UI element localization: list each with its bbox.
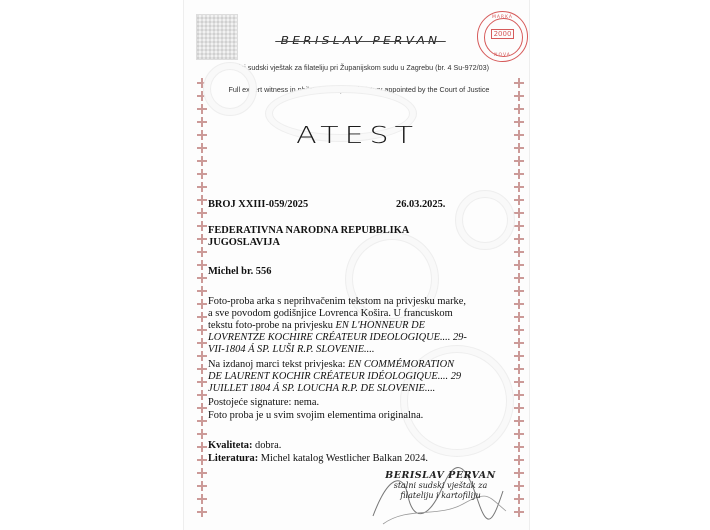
description-line-6-text: Na izdanoj marci tekst privjeska: (208, 359, 348, 370)
border-ornament (197, 260, 207, 270)
border-ornament (197, 442, 207, 452)
seal-year-text: 2000 (491, 29, 515, 39)
border-ornament (197, 273, 207, 283)
description-line-2: a sve povodom godišnjice Lovrenca Košira. U francuskom (208, 308, 453, 319)
border-ornament (514, 182, 524, 192)
border-ornament (197, 299, 207, 309)
border-ornament (197, 377, 207, 387)
border-ornament (197, 104, 207, 114)
border-ornament (197, 390, 207, 400)
header-expert-name: BERISLAV PERVAN (253, 34, 468, 47)
originality-line: Foto proba je u svim svojim elementima originalna. (208, 410, 424, 421)
border-ornament (197, 507, 207, 517)
border-ornament (197, 221, 207, 231)
header-line-croatian: stalni sudski vještak za filateliju pri Županijskom sudu u Zagrebu (br. 4 Su-972/03) (228, 63, 490, 72)
border-ornament (197, 234, 207, 244)
border-ornament (514, 416, 524, 426)
border-ornament (514, 442, 524, 452)
border-ornament (514, 390, 524, 400)
qr-code (196, 14, 238, 60)
border-ornament (514, 169, 524, 179)
border-ornament (197, 429, 207, 439)
border-ornament (514, 247, 524, 257)
border-ornament (197, 481, 207, 491)
border-ornament (197, 286, 207, 296)
country-line-2: JUGOSLAVIJA (208, 237, 280, 248)
border-ornament (197, 351, 207, 361)
certificate-number: BROJ XXIII-059/2025 (208, 199, 309, 210)
border-ornament (197, 416, 207, 426)
signatures-line: Postojeće signature: nema. (208, 397, 320, 408)
right-decorative-border (514, 78, 524, 530)
description-line-5: VII-1804 Á SP. LUŠI R.P. SLOVENIE.... (208, 344, 375, 355)
border-ornament (514, 481, 524, 491)
signature-name: BERISLAV PERVAN (385, 470, 496, 481)
quality-value: dobra. (252, 440, 282, 451)
border-ornament (514, 312, 524, 322)
border-ornament (514, 130, 524, 140)
border-ornament (514, 377, 524, 387)
border-ornament (197, 143, 207, 153)
literature-line (208, 453, 428, 465)
signature-block (378, 470, 503, 501)
border-ornament (197, 455, 207, 465)
signature-line-1: stalni sudski vještak za (393, 481, 488, 490)
description-line-7: DE LAURENT KOCHIR CRÉATEUR IDÉOLOGIQUE.... 29 (208, 371, 462, 382)
border-ornament (514, 403, 524, 413)
border-ornament (514, 325, 524, 335)
border-ornament (197, 195, 207, 205)
border-ornament (514, 507, 524, 517)
seal-year (478, 30, 527, 38)
literature-label: Literatura: (208, 453, 259, 464)
border-ornament (514, 429, 524, 439)
border-ornament (514, 234, 524, 244)
description-line-1: Foto-proba arka s neprihvačenim tekstom na privjesku marke, (208, 296, 466, 307)
border-ornament (514, 117, 524, 127)
border-ornament (514, 286, 524, 296)
description-line-3-italic: EN L'HONNEUR DE (335, 320, 425, 331)
michel-number: Michel br. 556 (208, 266, 272, 277)
embossed-stamp-right (455, 190, 515, 250)
border-ornament (514, 208, 524, 218)
border-ornament (514, 273, 524, 283)
border-ornament (197, 403, 207, 413)
company-seal (477, 11, 528, 62)
border-ornament (514, 351, 524, 361)
border-ornament (514, 91, 524, 101)
border-ornament (514, 78, 524, 88)
border-ornament (514, 299, 524, 309)
border-ornament (197, 247, 207, 257)
border-ornament (514, 156, 524, 166)
border-ornament (197, 117, 207, 127)
border-ornament (197, 494, 207, 504)
border-ornament (197, 208, 207, 218)
border-ornament (197, 364, 207, 374)
border-ornament (514, 338, 524, 348)
seal-bottom-text: NOVA (494, 53, 511, 58)
description-line-8: JUILLET 1804 Á SP. LOUCHA R.P. DE SLOVENIE.... (208, 383, 436, 394)
border-ornament (197, 468, 207, 478)
border-ornament (514, 364, 524, 374)
seal-top-text: MARKA (491, 15, 514, 20)
border-ornament (514, 455, 524, 465)
border-ornament (514, 195, 524, 205)
description-line-6 (208, 359, 454, 371)
signature-line-2: filateliju i kartofiliju (400, 491, 481, 500)
quality-line (208, 440, 281, 452)
border-ornament (514, 104, 524, 114)
header-line-english: Full expert witness in philately and postal history appointed by the Court of Justice (228, 85, 490, 94)
literature-value: Michel katalog Westlicher Balkan 2024. (258, 453, 428, 464)
description-line-3 (208, 320, 425, 332)
embossed-stamp-top-left (203, 62, 257, 116)
border-ornament (514, 494, 524, 504)
quality-label: Kvaliteta: (208, 440, 253, 451)
border-ornament (197, 130, 207, 140)
border-ornament (197, 312, 207, 322)
border-ornament (197, 169, 207, 179)
border-ornament (197, 156, 207, 166)
border-ornament (514, 221, 524, 231)
border-ornament (197, 325, 207, 335)
left-decorative-border (197, 78, 207, 530)
document-title: ATEST (296, 122, 419, 150)
description-line-4: LOVRENTZE KOCHIRE CRÉATEUR IDEOLOGIQUE.... 29- (208, 332, 467, 343)
description-line-6-italic: EN COMMÉMORATION (347, 359, 455, 370)
description-line-3-text: tekstu foto-probe na privjesku (208, 320, 336, 331)
border-ornament (197, 338, 207, 348)
border-ornament (514, 468, 524, 478)
border-ornament (197, 182, 207, 192)
border-ornament (514, 260, 524, 270)
certificate-date: 26.03.2025. (396, 199, 446, 210)
border-ornament (514, 143, 524, 153)
country-line-1: FEDERATIVNA NARODNA REPUBBLIKA (208, 225, 410, 236)
